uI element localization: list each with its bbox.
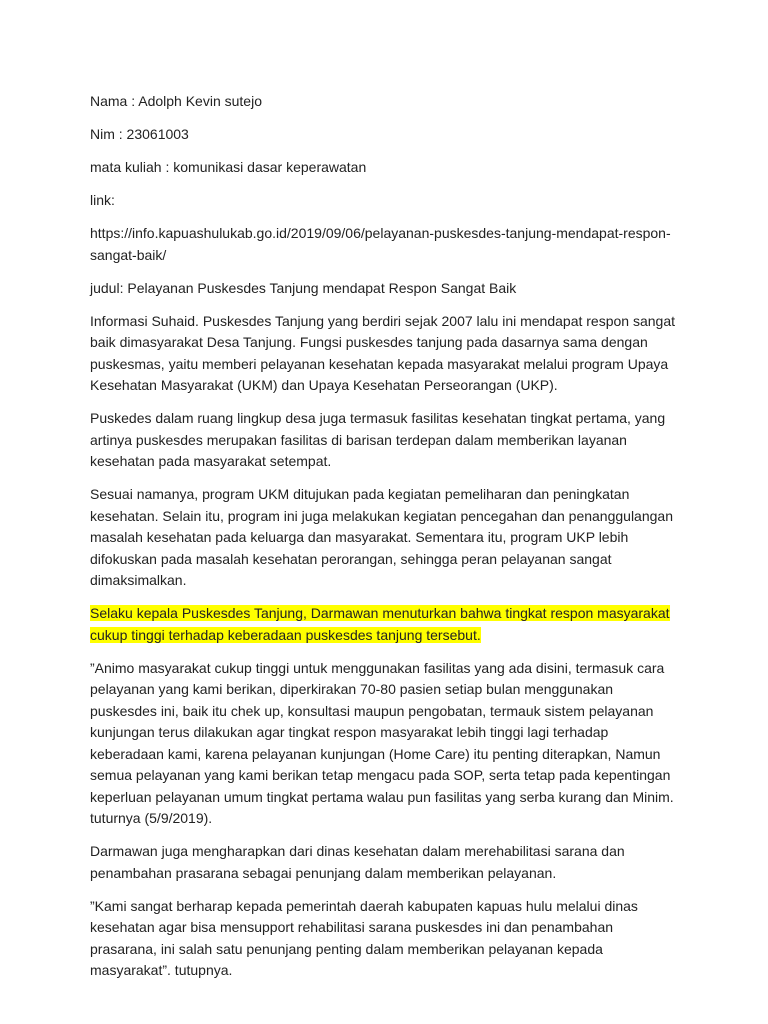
paragraph-intro: Informasi Suhaid. Puskesdes Tanjung yang berdiri sejak 2007 lalu ini mendapat respon sangat baik dimasyarakat Desa Tanjung. Fungsi puskesdes tanjung pada dasarnya sama dengan puskesmas, yaitu memberi pelayanan kesehatan kepada masyarakat melalui program Upaya Kesehatan Masyarakat (UKM) dan Upaya Kesehatan Perseorangan (UKP).	[90, 312, 675, 393]
course-line: mata kuliah : komunikasi dasar keperawatan	[90, 159, 367, 175]
nim-line: Nim : 23061003	[90, 126, 189, 142]
highlighted-paragraph	[90, 603, 678, 646]
link-label: link:	[90, 192, 115, 208]
paragraph-quote-animo: ”Animo masyarakat cukup tinggi untuk menggunakan fasilitas yang ada disini, termasuk cara pelayanan yang kami berikan, diperkirakan 70-80 pasien setiap bulan menggunakan puskesdes ini, baik itu chek up, konsultasi maupun pengobatan, termauk sistem pelayanan kunjungan terus dilakukan agar tingkat respon masyarakat lebih tinggi lagi terhadap keberadaan kami, karena pelayanan kunjungan (Home Care) itu penting diterapkan, Namun semua pelayanan yang kami berikan tetap mengacu pada SOP, serta tetap pada kepentingan keperluan pelayanan umum tingkat pertama walau pun fasilitas yang serba kurang dan Minim. tuturnya (5/9/2019).	[90, 659, 674, 826]
name-line: Nama : Adolph Kevin sutejo	[90, 93, 262, 109]
highlighted-text: Selaku kepala Puskesdes Tanjung, Darmawan menuturkan bahwa tingkat respon masyarakat cukup tinggi terhadap keberadaan puskesdes tanjung tersebut.	[90, 605, 670, 643]
paragraph-hope: Darmawan juga mengharapkan dari dinas kesehatan dalam merehabilitasi sarana dan penambahan prasarana sebagai penunjang dalam memberikan pelayanan.	[90, 843, 625, 881]
source-url: https://info.kapuashulukab.go.id/2019/09/06/pelayanan-puskesdes-tanjung-mendapat-respon-sangat-baik/	[90, 225, 671, 263]
paragraph-quote-closing: ”Kami sangat berharap kepada pemerintah daerah kabupaten kapuas hulu melalui dinas kesehatan agar bisa mensupport rehabilitasi sarana puskesdes ini dan penambahan prasarana, ini salah satu penunjang penting dalam memberikan pelayanan kepada masyarakat”. tutupnya.	[90, 897, 638, 978]
paragraph-facility: Puskedes dalam ruang lingkup desa juga termasuk fasilitas kesehatan tingkat pertama, yang artinya puskesdes merupakan fasilitas di barisan terdepan dalam memberikan layanan kesehatan pada masyarakat setempat.	[90, 410, 666, 469]
article-title-line: judul: Pelayanan Puskesdes Tanjung mendapat Respon Sangat Baik	[90, 279, 517, 296]
paragraph-programs: Sesuai namanya, program UKM ditujukan pada kegiatan pemeliharan dan peningkatan kesehatan. Selain itu, program ini juga melakukan kegiatan pencegahan dan penanggulangan masalah kesehatan pada keluarga dan masyarakat. Sementara itu, program UKP lebih difokuskan pada masalah kesehatan perorangan, sehingga peran pelayanan sangat dimaksimalkan.	[90, 486, 673, 588]
